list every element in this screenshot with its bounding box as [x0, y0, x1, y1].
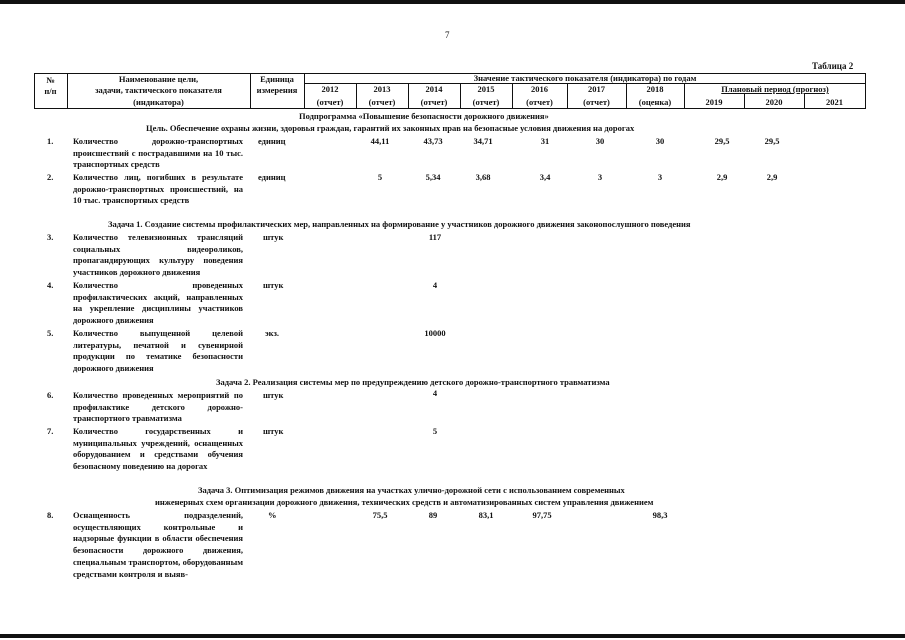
row-name: Количество дорожно-транспортных происшествий с пострадавшими на 10 тыс. транспортных средств [73, 136, 243, 170]
planning-title: Плановый период (прогноз) [721, 84, 829, 94]
value-2017: 3 [597, 172, 603, 182]
value-2014: 5 [432, 426, 438, 436]
goal-title: Цель. Обеспечение охраны жизни, здоровья граждан, гарантий их законных прав на безопасные условия движения на дорогах [146, 123, 635, 133]
value-2013: 5 [377, 172, 383, 182]
value-2014: 5,34 [425, 172, 441, 182]
value-2020: 2,9 [766, 172, 778, 182]
value-2018: 98,3 [652, 510, 668, 520]
row-number: 4. [47, 280, 54, 290]
row-number: 7. [47, 426, 54, 436]
row-name: Количество проведенных профилактических акций, направленных на укрепление дисциплины участников дорожного движения [73, 280, 243, 326]
top-border [0, 0, 905, 4]
row-name: Количество проведенных мероприятий по профилактике детского дорожно-транспортного травматизма [73, 390, 243, 424]
row-unit: штук [263, 232, 284, 242]
value-2013: 44,11 [370, 136, 390, 146]
row-number: 2. [47, 172, 54, 182]
row-number: 1. [47, 136, 54, 146]
value-2016: 3,4 [539, 172, 551, 182]
row-number: 5. [47, 328, 54, 338]
value-2014: 10000 [424, 328, 446, 338]
row-unit: экз. [265, 328, 279, 338]
task1-title: Задача 1. Создание системы профилактических мер, направленных на формирование у участников дорожного движения законопослушного поведения [108, 219, 691, 229]
note-2017: (отчет) [583, 97, 610, 107]
year-2015: 2015 [477, 84, 495, 94]
value-2019: 29,5 [714, 136, 730, 146]
row-number: 6. [47, 390, 54, 400]
row-unit: единиц [258, 172, 286, 182]
value-2015: 83,1 [478, 510, 494, 520]
note-2016: (отчет) [526, 97, 553, 107]
col-num-line2: п/п [44, 86, 57, 96]
row-unit: единиц [258, 136, 286, 146]
year-2012: 2012 [321, 84, 339, 94]
col-name-line1: Наименование цели, [118, 74, 199, 84]
task3-title-line2: инженерных схем организации дорожного движения, технических средств и автоматизированных систем управления движением [155, 497, 654, 507]
value-2013: 75,5 [372, 510, 388, 520]
note-2013: (отчет) [368, 97, 396, 107]
value-2014: 43,73 [423, 136, 443, 146]
col-unit-line2: измерения [256, 85, 298, 95]
row-unit: % [268, 510, 277, 520]
value-2017: 30 [595, 136, 605, 146]
row-unit: штук [263, 280, 284, 290]
row-number: 3. [47, 232, 54, 242]
row-name: Количество телевизионных трансляций социальных видеороликов, пропагандирующих культуру поведения участников дорожного движения [73, 232, 243, 278]
col-num-line1: № [46, 75, 55, 85]
year-2017: 2017 [588, 84, 605, 94]
task3-title-line1: Задача 3. Оптимизация режимов движения на участках улично-дорожной сети с использованием современных [198, 485, 625, 495]
year-2019: 2019 [705, 97, 723, 107]
row-name: Количество выпущенной целевой литературы, печатной и сувенирной продукции по тематике безопасности дорожного движения [73, 328, 243, 374]
bottom-border [0, 634, 905, 638]
year-2020: 2020 [765, 97, 783, 107]
note-2015: (отчет) [472, 97, 500, 107]
value-2015: 34,71 [473, 136, 493, 146]
row-unit: штук [263, 426, 284, 436]
year-2018: 2018 [646, 84, 664, 94]
table-header [34, 73, 866, 109]
note-2018: (оценка) [638, 97, 672, 107]
task2-title: Задача 2. Реализация системы мер по предупреждению детского дорожно-транспортного травматизма [216, 377, 610, 387]
row-name: Оснащенность подразделений, осуществляющих контрольные и надзорные функции в области обеспечения безопасности дорожного движения, специальным транспортом, оборудованным средствами контроля и выяв- [73, 510, 243, 579]
value-2018: 30 [655, 136, 665, 146]
year-2013: 2013 [373, 84, 391, 94]
year-2016: 2016 [531, 84, 548, 94]
row-name: Количество лиц, погибших в результате дорожно-транспортных происшествий, на 10 тыс. транспортных средств [73, 172, 243, 206]
row-name: Количество государственных и муниципальных учреждений, оснащенных оборудованием и средствами обучения безопасному поведению на дорогах [73, 426, 243, 472]
value-2018: 3 [657, 172, 663, 182]
col-unit-line1: Единица [260, 74, 294, 84]
year-2014: 2014 [425, 84, 443, 94]
value-2014: 4 [432, 388, 438, 398]
value-2016: 31 [540, 136, 550, 146]
note-2014: (отчет) [420, 97, 448, 107]
page-number: 7 [445, 30, 450, 40]
values-title: Значение тактического показателя (индикатора) по годам [473, 73, 697, 83]
subprogram-title: Подпрограмма «Повышение безопасности дорожного движения» [299, 111, 549, 121]
year-2021: 2021 [826, 97, 843, 107]
value-2014: 89 [428, 510, 438, 520]
value-2015: 3,68 [475, 172, 491, 182]
value-2014: 4 [432, 280, 438, 290]
value-2016: 97,75 [532, 510, 552, 520]
row-unit: штук [263, 390, 284, 400]
value-2019: 2,9 [716, 172, 728, 182]
row-number: 8. [47, 510, 54, 520]
table-label: Таблица 2 [812, 61, 854, 71]
col-name-line3: (индикатора) [133, 97, 184, 107]
note-2012: (отчет) [316, 97, 344, 107]
value-2020: 29,5 [764, 136, 780, 146]
col-name-line2: задачи, тактического показателя [95, 85, 222, 95]
value-2014: 117 [428, 232, 442, 242]
